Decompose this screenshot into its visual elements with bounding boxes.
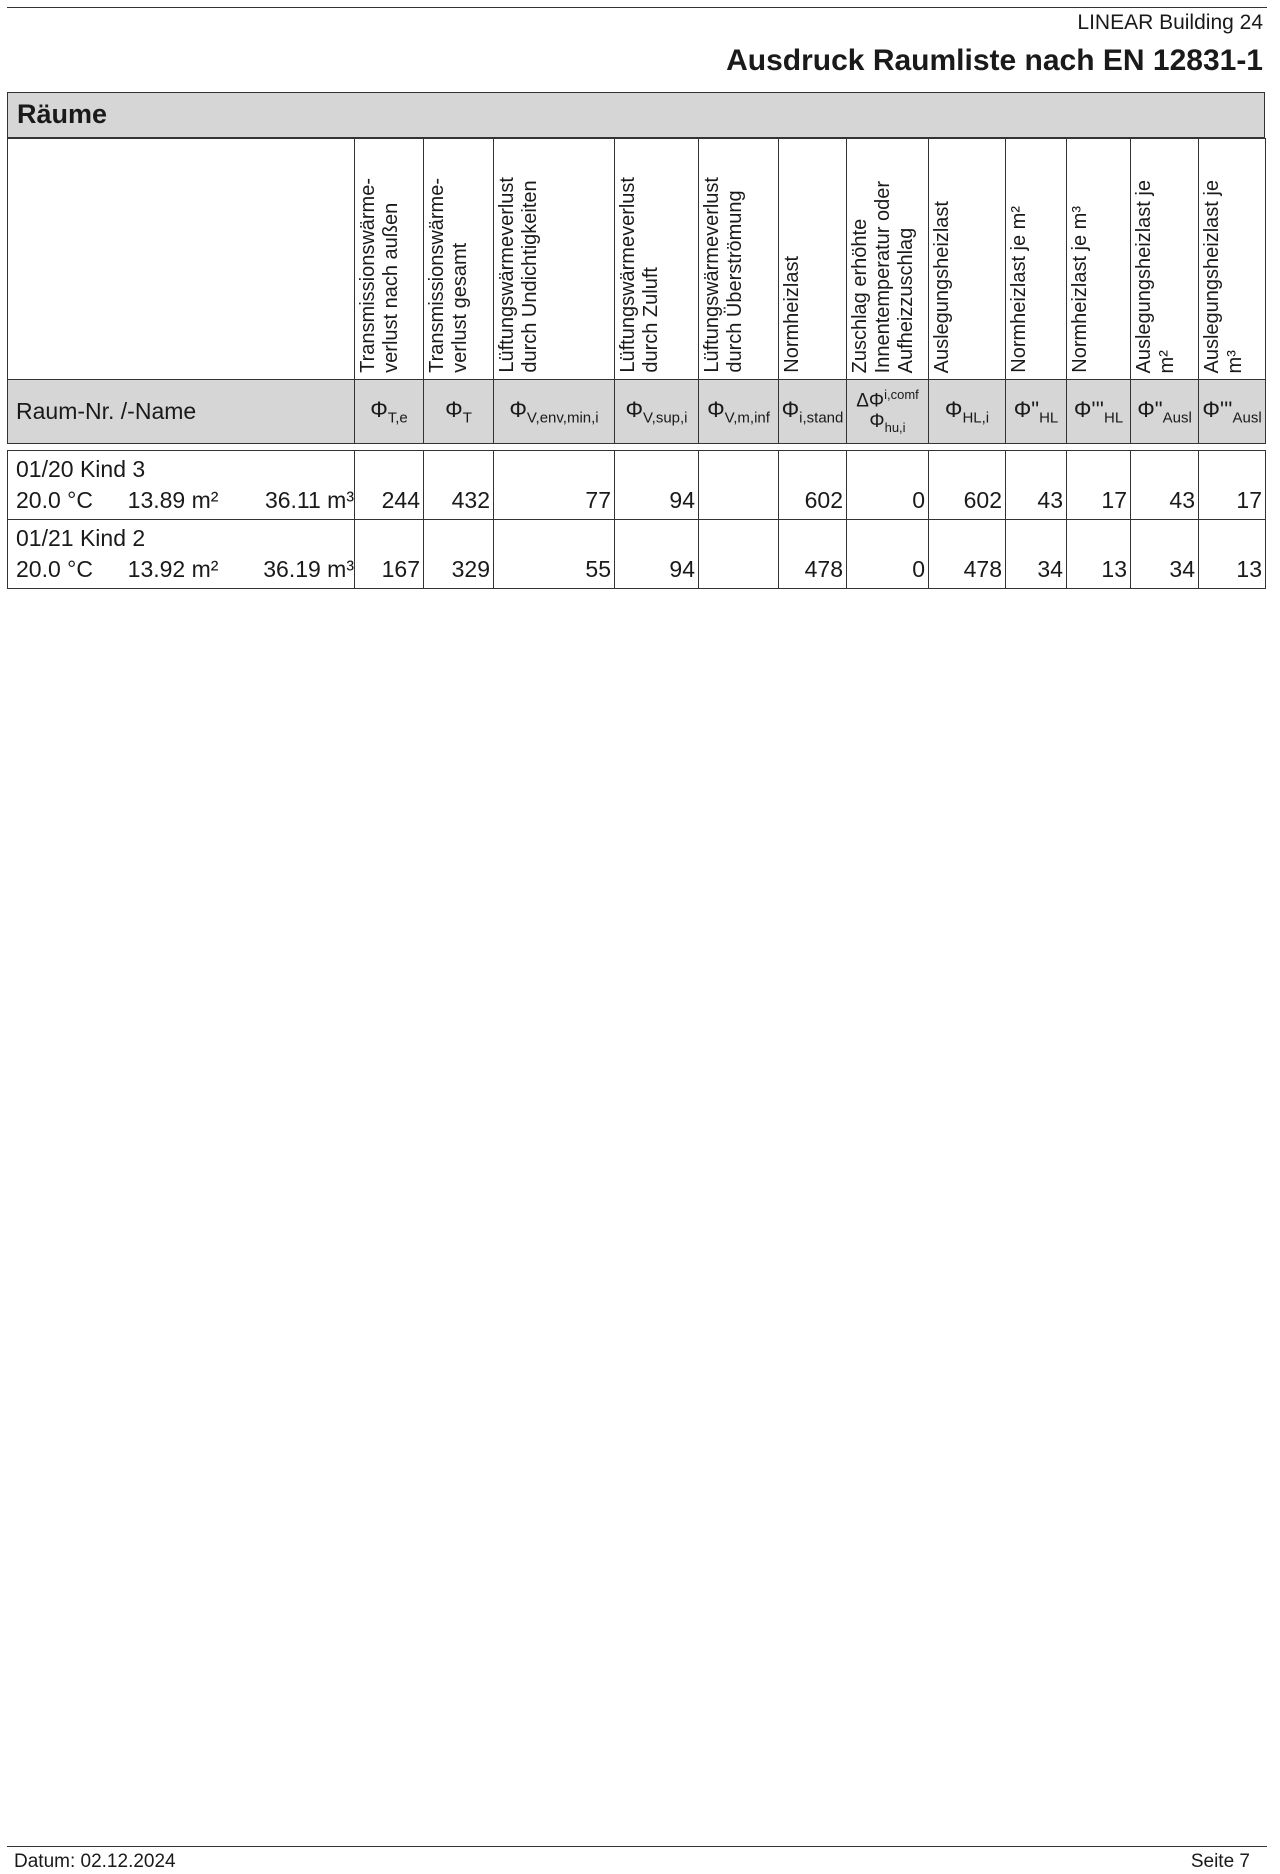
column-symbol: $\Phi_{T,e}$ [355, 380, 424, 444]
column-header: Lüftungswärmeverlust durch Überströmung [699, 139, 779, 380]
table-cell: 43 [1006, 451, 1067, 520]
column-header: Lüftungswärmeverlust durch Undichtigkeiten [494, 139, 615, 380]
column-symbol: $\Phi'''_{Ausl}$ [1199, 380, 1266, 444]
room-area: 13.89 m² [127, 487, 219, 513]
table-cell: 478 [779, 520, 847, 589]
room-volume: 36.11 m³ [264, 487, 354, 513]
table-cell: 17 [1067, 451, 1131, 520]
table-cell: 432 [424, 451, 494, 520]
table-row [8, 451, 1266, 520]
room-cell [8, 451, 355, 520]
column-header: Zuschlag erhöhte Innentemperatur oder Aufheizzuschlag [847, 139, 929, 380]
table-cell: 167 [355, 520, 424, 589]
room-area: 13.92 m² [127, 556, 219, 582]
column-header: Normheizlast je m² [1006, 139, 1067, 380]
room-temperature: 20.0 °C [16, 556, 93, 582]
column-symbol: $\Phi_T$ [424, 380, 494, 444]
table-cell: 13 [1199, 520, 1266, 589]
room-temperature: 20.0 °C [16, 487, 93, 513]
column-symbol: $\Phi"_{Ausl}$ [1131, 380, 1199, 444]
room-name: 01/20 Kind 3 [16, 456, 146, 482]
room-volume: 36.19 m³ [263, 556, 354, 582]
section-title: Räume [7, 92, 1265, 138]
column-symbol: $\Delta\Phi^{i,comf}$ $\Phi_{hu,i}$ [847, 380, 929, 444]
table-cell: 94 [615, 451, 699, 520]
table-cell [699, 520, 779, 589]
column-symbol: $\Phi_{V,env,min,i}$ [494, 380, 615, 444]
column-header: Transmissionswärme- verlust gesamt [424, 139, 494, 380]
column-symbol: $\Phi"_{HL}$ [1006, 380, 1067, 444]
column-header: Transmissionswärme- verlust nach außen [355, 139, 424, 380]
column-symbol: $\Phi_{V,m,inf}$ [699, 380, 779, 444]
column-header: Auslegungsheizlast [929, 139, 1006, 380]
table-cell: 34 [1006, 520, 1067, 589]
room-column-label: Raum-Nr. /-Name [8, 380, 355, 444]
table-cell: 55 [494, 520, 615, 589]
header-blank-cell [8, 139, 355, 380]
document-title: Ausdruck Raumliste nach EN 12831-1 [726, 44, 1263, 77]
column-header: Normheizlast [779, 139, 847, 380]
footer-page: Seite 7 [1190, 1851, 1250, 1872]
column-symbol: $\Phi_{V,sup,i}$ [615, 380, 699, 444]
column-symbol: $\Phi_{i,stand}$ [779, 380, 847, 444]
room-name: 01/21 Kind 2 [16, 525, 146, 551]
table-cell: 329 [424, 520, 494, 589]
top-rule [7, 7, 1267, 8]
column-symbol: $\Phi_{HL,i}$ [929, 380, 1006, 444]
table-cell: 0 [847, 451, 929, 520]
footer-date: Datum: 02.12.2024 [14, 1851, 176, 1872]
column-header: Normheizlast je m³ [1067, 139, 1131, 380]
column-symbol: $\Phi'''_{HL}$ [1067, 380, 1131, 444]
table-cell: 244 [355, 451, 424, 520]
bottom-rule [7, 1846, 1267, 1847]
table-cell: 13 [1067, 520, 1131, 589]
column-header: Auslegungsheizlast je m² [1131, 139, 1199, 380]
table-header [7, 138, 1266, 444]
table-cell: 43 [1131, 451, 1199, 520]
column-header: Lüftungswärmeverlust durch Zuluft [615, 139, 699, 380]
room-table [7, 450, 1266, 589]
table-cell: 478 [929, 520, 1006, 589]
software-name: LINEAR Building 24 [1077, 11, 1263, 34]
table-cell: 34 [1131, 520, 1199, 589]
table-cell: 17 [1199, 451, 1266, 520]
table-cell [699, 451, 779, 520]
table-cell: 94 [615, 520, 699, 589]
room-cell [8, 520, 355, 589]
table-row [8, 520, 1266, 589]
table-cell: 77 [494, 451, 615, 520]
column-header: Auslegungsheizlast je m³ [1199, 139, 1266, 380]
table-cell: 0 [847, 520, 929, 589]
table-cell: 602 [779, 451, 847, 520]
table-cell: 602 [929, 451, 1006, 520]
